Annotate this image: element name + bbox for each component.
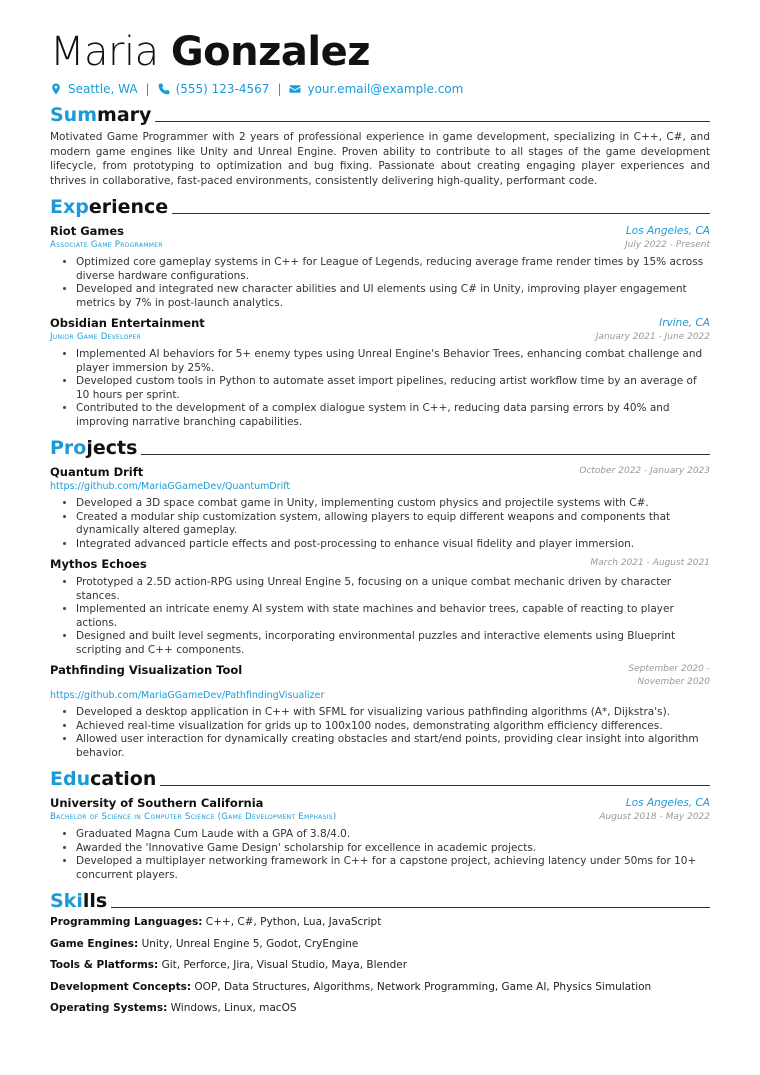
project-link[interactable]: https://github.com/MariaGGameDev/QuantumDrift — [50, 481, 291, 492]
bullet-item: • Implemented an intricate enemy AI system with state machines and behavior trees, capable of reacting to player actions. — [76, 603, 710, 630]
bullet-item: • Optimized core gameplay systems in C++ for League of Legends, reducing average frame render times by 15% across diverse hardware configurations. — [76, 256, 710, 283]
bullet-item: • Graduated Magna Cum Laude with a GPA of 3.8/4.0. — [76, 828, 710, 842]
bullet-item: • Developed custom tools in Python to automate asset import pipelines, reducing artist workflow time by an average of 10 hours per sprint. — [76, 375, 710, 402]
bullet-item: • Created a modular ship customization system, allowing players to equip different weapons and components that dynamically altered gameplay. — [76, 511, 710, 538]
bullet-list — [50, 706, 710, 760]
section-title — [50, 890, 107, 912]
project-name: Quantum Drift — [50, 465, 144, 479]
company-name: Obsidian Entertainment — [50, 316, 205, 330]
skill-value: Windows, Linux, macOS — [170, 1002, 297, 1014]
school-name: University of Southern California — [50, 796, 264, 810]
section-title — [50, 104, 151, 126]
section-rule — [160, 785, 710, 786]
candidate-name — [50, 28, 710, 76]
skill-value: Git, Perforce, Jira, Visual Studio, Maya, Blender — [161, 959, 408, 971]
project-name: Pathfinding Visualization Tool — [50, 663, 243, 677]
degree: Bachelor of Science in Computer Science (Game Development Emphasis) — [50, 812, 337, 822]
project-dates: October 2022 - January 2023 — [579, 466, 710, 476]
bullet-item: • Allowed user interaction for dynamically creating obstacles and start/end points, providing clear insight into algorithm behavior. — [76, 733, 710, 760]
skill-row — [50, 912, 710, 934]
project-entry — [50, 663, 710, 760]
contact-phone[interactable] — [158, 82, 270, 96]
skill-value: C++, C#, Python, Lua, JavaScript — [205, 916, 382, 928]
section-title-accent: Sum — [50, 104, 98, 126]
skill-label: Tools & Platforms: — [50, 959, 159, 971]
section-title-rest: jects — [86, 437, 138, 459]
contact-line — [50, 82, 710, 96]
summary-heading — [50, 104, 710, 126]
skill-row — [50, 934, 710, 956]
first-name: Maria — [50, 29, 159, 75]
phone-icon — [158, 83, 170, 95]
bullet-item: • Developed and integrated new character abilities and UI elements using C# in Unity, improving player engagement metrics by 7% in post-launch analytics. — [76, 283, 710, 310]
skills-heading — [50, 890, 710, 912]
job-location: Los Angeles, CA — [625, 225, 710, 237]
skill-value: OOP, Data Structures, Algorithms, Network Programming, Game AI, Physics Simulation — [194, 980, 652, 993]
bullet-list — [50, 828, 710, 882]
company-name: Riot Games — [50, 224, 125, 238]
section-title-rest: erience — [88, 196, 169, 218]
bullet-item: • Achieved real-time visualization for grids up to 100x100 nodes, demonstrating algorithm efficiency differences. — [76, 720, 710, 734]
bullet-item: • Developed a 3D space combat game in Unity, implementing custom physics and projectile systems with C#. — [76, 497, 710, 511]
contact-location — [50, 82, 138, 96]
section-title — [50, 768, 156, 790]
project-entry — [50, 557, 710, 657]
project-entry — [50, 465, 710, 551]
project-link[interactable]: https://github.com/MariaGGameDev/PathfindingVisualizer — [50, 690, 325, 701]
section-rule — [172, 213, 710, 214]
location-text: Seattle, WA — [68, 82, 138, 96]
skill-label: Development Concepts: — [50, 980, 192, 993]
job-dates: July 2022 - Present — [624, 240, 710, 250]
project-name: Mythos Echoes — [50, 557, 147, 571]
summary-text: Motivated Game Programmer with 2 years of professional experience in game development, specializing in C++, C#, and modern game engines like Unity and Unreal Engine. Proven ability to contribute to all stages of the game development lifecycle, from prototyping to optimization and bug fixing. Passionate about creating engaging player experiences and thrives in collaborative, fast-paced environments, consistently delivering high-quality, performant code. — [50, 131, 710, 187]
skill-row — [50, 998, 710, 1020]
projects-heading — [50, 437, 710, 459]
project-dates: September 2020 - November 2020 — [628, 664, 710, 687]
job-dates: January 2021 - June 2022 — [595, 332, 710, 342]
job-role: Junior Game Developer — [50, 332, 142, 342]
bullet-item: • Developed a desktop application in C++ with SFML for visualizing various pathfinding algorithms (A*, Dijkstra's). — [76, 706, 710, 720]
project-dates: March 2021 - August 2021 — [590, 558, 710, 568]
bullet-item: • Designed and built level segments, incorporating environmental puzzles and interactive elements using Blueprint scripting and C++ components. — [76, 630, 710, 657]
contact-separator: | — [277, 82, 282, 96]
section-title-rest: lls — [82, 890, 108, 912]
phone-text: (555) 123-4567 — [175, 82, 270, 96]
bullet-item: • Integrated advanced particle effects and post-processing to enhance visual fidelity and player immersion. — [76, 538, 710, 552]
skill-label: Game Engines: — [50, 937, 139, 950]
bullet-list — [50, 348, 710, 429]
bullet-item: • Prototyped a 2.5D action-RPG using Unreal Engine 5, focusing on a unique combat mechanic driven by character stances. — [76, 576, 710, 603]
bullet-item: • Awarded the 'Innovative Game Design' scholarship for excellence in academic projects. — [76, 842, 710, 856]
section-title-accent: Ski — [50, 890, 83, 912]
last-name: Gonzalez — [170, 29, 370, 75]
section-rule — [141, 454, 710, 455]
email-text: your.email@example.com — [307, 82, 464, 96]
skills-list — [50, 912, 710, 1020]
school-location: Los Angeles, CA — [625, 797, 710, 809]
contact-separator: | — [145, 82, 150, 96]
job-location: Irvine, CA — [659, 317, 710, 329]
bullet-list — [50, 497, 710, 551]
section-title-accent: Edu — [50, 768, 91, 790]
section-title-rest: mary — [97, 104, 152, 126]
experience-entry — [50, 316, 710, 429]
bullet-item: • Developed a multiplayer networking framework in C++ for a capstone project, achieving latency under 50ms for 10+ concurrent players. — [76, 855, 710, 882]
job-role: Associate Game Programmer — [50, 240, 163, 250]
section-title-accent: Exp — [50, 196, 89, 218]
skill-label: Operating Systems: — [50, 1002, 168, 1014]
education-dates: August 2018 - May 2022 — [599, 812, 710, 822]
skill-row — [50, 977, 710, 999]
map-marker-icon — [50, 83, 62, 95]
section-title-rest: cation — [90, 768, 157, 790]
bullet-list — [50, 256, 710, 310]
contact-email[interactable] — [289, 82, 463, 96]
skill-label: Programming Languages: — [50, 916, 203, 928]
section-title — [50, 196, 168, 218]
bullet-item: • Implemented AI behaviors for 5+ enemy types using Unreal Engine's Behavior Trees, enhancing combat challenge and player immersion by 25%. — [76, 348, 710, 375]
bullet-list — [50, 576, 710, 657]
skill-row — [50, 955, 710, 977]
experience-entry — [50, 224, 710, 310]
section-title-accent: Pro — [50, 437, 87, 459]
education-heading — [50, 768, 710, 790]
section-rule — [111, 907, 710, 908]
experience-heading — [50, 196, 710, 218]
skill-value: Unity, Unreal Engine 5, Godot, CryEngine — [141, 937, 359, 950]
bullet-item: • Contributed to the development of a complex dialogue system in C++, reducing data parsing errors by 40% and improving narrative branching capabilities. — [76, 402, 710, 429]
section-title — [50, 437, 137, 459]
education-entry — [50, 796, 710, 882]
section-rule — [155, 121, 710, 122]
envelope-icon — [289, 83, 301, 95]
